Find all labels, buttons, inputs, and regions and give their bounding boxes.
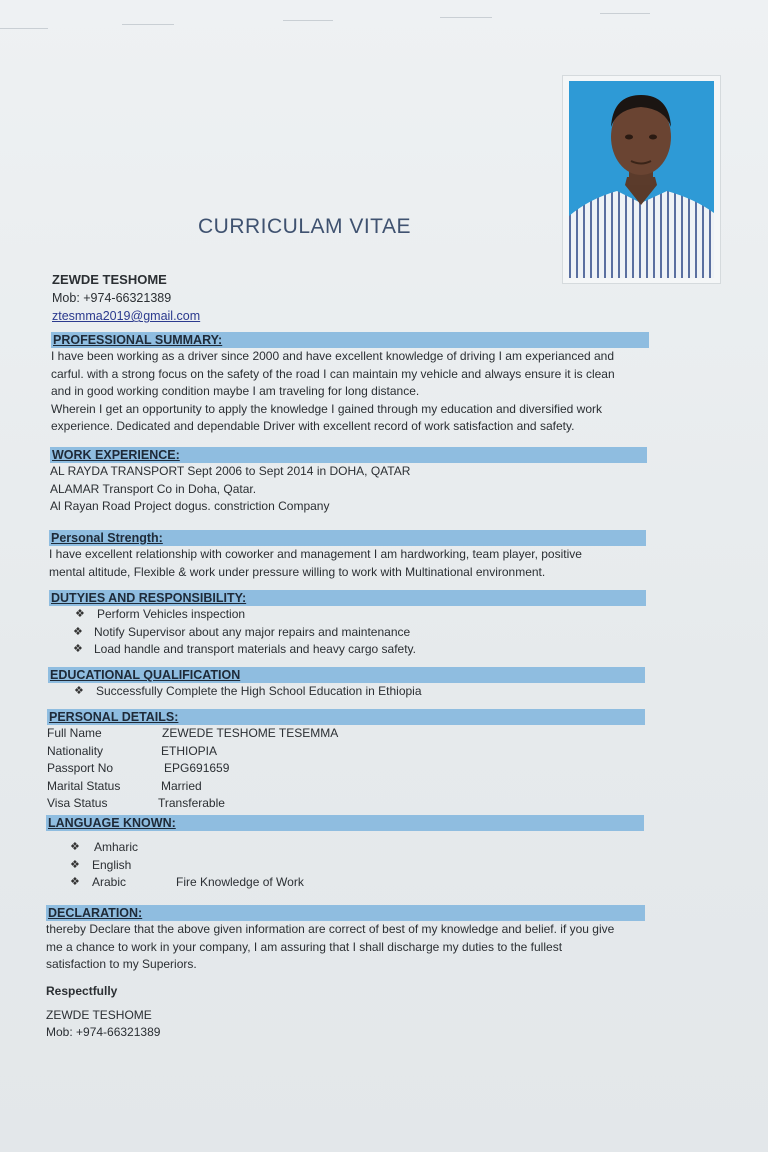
duties-section bbox=[49, 590, 646, 659]
language-list bbox=[46, 839, 644, 892]
strength-line: I have excellent relationship with coworker and management I am hardworking, team player, positive bbox=[49, 547, 582, 561]
language-note: Fire Knowledge of Work bbox=[176, 875, 304, 889]
portrait-image bbox=[569, 81, 714, 278]
list-item: ❖ Perform Vehicles inspection bbox=[49, 606, 646, 624]
personal-section bbox=[47, 709, 645, 813]
top-rule bbox=[440, 17, 492, 18]
summary-line: experience. Dedicated and dependable Driver with excellent record of work satisfaction and safety. bbox=[51, 419, 575, 433]
list-item: ❖ Notify Supervisor about any major repairs and maintenance bbox=[49, 624, 646, 642]
diamond-bullet-icon: ❖ bbox=[73, 625, 83, 638]
top-rule bbox=[283, 20, 333, 21]
strength-text bbox=[49, 546, 646, 581]
detail-row: Visa Status Transferable bbox=[47, 796, 225, 810]
duties-heading: DUTYIES AND RESPONSIBILITY: bbox=[49, 590, 646, 606]
closing-name: ZEWDE TESHOME bbox=[46, 1008, 152, 1022]
declaration-line: me a chance to work in your company, I am assuring that I shall discharge my duties to the fullest bbox=[46, 939, 563, 954]
list-item: ❖ Amharic bbox=[46, 839, 644, 857]
diamond-bullet-icon: ❖ bbox=[70, 841, 80, 853]
declaration-heading: DECLARATION: bbox=[46, 905, 645, 921]
declaration-line: satisfaction to my Superiors. bbox=[46, 957, 197, 971]
language-section bbox=[46, 815, 644, 892]
strength-line: mental altitude, Flexible & work under pressure willing to work with Multinational environment. bbox=[49, 564, 546, 579]
personal-table bbox=[47, 725, 645, 813]
diamond-bullet-icon: ❖ bbox=[73, 643, 83, 655]
list-item: ❖ Load handle and transport materials and heavy cargo safety. bbox=[49, 641, 646, 659]
work-line: AL RAYDA TRANSPORT Sept 2006 to Sept 2014 in DOHA, QATAR bbox=[50, 464, 411, 478]
list-item: ❖ English bbox=[46, 857, 644, 875]
top-rule bbox=[600, 13, 650, 14]
language-heading: LANGUAGE KNOWN: bbox=[46, 815, 644, 831]
diamond-bullet-icon: ❖ bbox=[74, 685, 84, 697]
diamond-bullet-icon: ❖ bbox=[75, 608, 85, 620]
education-section bbox=[48, 667, 645, 701]
list-item: ❖ Successfully Complete the High School Education in Ethiopia bbox=[48, 683, 645, 701]
top-rule bbox=[0, 28, 48, 29]
work-text bbox=[50, 463, 647, 516]
list-item: ❖ Arabic Fire Knowledge of Work bbox=[46, 874, 644, 892]
cv-title: CURRICULAM VITAE bbox=[198, 215, 411, 238]
summary-heading: PROFESSIONAL SUMMARY: bbox=[51, 332, 649, 348]
diamond-bullet-icon: ❖ bbox=[70, 858, 80, 871]
declaration-text bbox=[46, 921, 645, 974]
summary-section bbox=[51, 332, 649, 436]
strength-section bbox=[49, 530, 646, 581]
sign-off: Respectfully bbox=[46, 984, 118, 998]
summary-line: I have been working as a driver since 2000 and have excellent knowledge of driving I am experianced and bbox=[51, 349, 615, 363]
work-line: ALAMAR Transport Co in Doha, Qatar. bbox=[50, 481, 257, 496]
strength-heading: Personal Strength: bbox=[49, 530, 646, 546]
detail-row: Marital Status Married bbox=[47, 778, 202, 793]
declaration-section bbox=[46, 905, 645, 974]
top-rule bbox=[122, 24, 174, 25]
applicant-name: ZEWDE TESHOME bbox=[52, 272, 167, 287]
detail-row: Full Name ZEWEDE TESHOME TESEMMA bbox=[47, 726, 339, 740]
duties-list bbox=[49, 606, 646, 659]
email-link[interactable]: ztesmma2019@gmail.com bbox=[52, 309, 201, 323]
declaration-line: thereby Declare that the above given information are correct of best of my knowledge and belief. if you give bbox=[46, 922, 615, 936]
education-list bbox=[48, 683, 645, 701]
detail-row: Nationality ETHIOPIA bbox=[47, 743, 218, 758]
closing-mobile: Mob: +974-66321389 bbox=[46, 1025, 161, 1039]
work-line: Al Rayan Road Project dogus. constriction Company bbox=[50, 499, 330, 513]
mobile-number: Mob: +974-66321389 bbox=[52, 291, 172, 305]
summary-line: and in good working condition maybe I am traveling for long distance. bbox=[51, 384, 420, 398]
work-section bbox=[50, 447, 647, 516]
summary-line: carful. with a strong focus on the safety of the road I can maintain my vehicle and always ensure it is clean bbox=[51, 366, 615, 381]
summary-line: Wherein I get an opportunity to apply the knowledge I gained through my education and diversified work bbox=[51, 401, 603, 416]
diamond-bullet-icon: ❖ bbox=[70, 876, 80, 888]
contact-header bbox=[52, 271, 200, 325]
detail-row: Passport No EPG691659 bbox=[47, 761, 230, 775]
summary-text bbox=[51, 348, 649, 436]
work-heading: WORK EXPERIENCE: bbox=[50, 447, 647, 463]
profile-photo bbox=[563, 76, 720, 283]
education-heading: EDUCATIONAL QUALIFICATION bbox=[48, 667, 645, 683]
personal-heading: PERSONAL DETAILS: bbox=[47, 709, 645, 725]
